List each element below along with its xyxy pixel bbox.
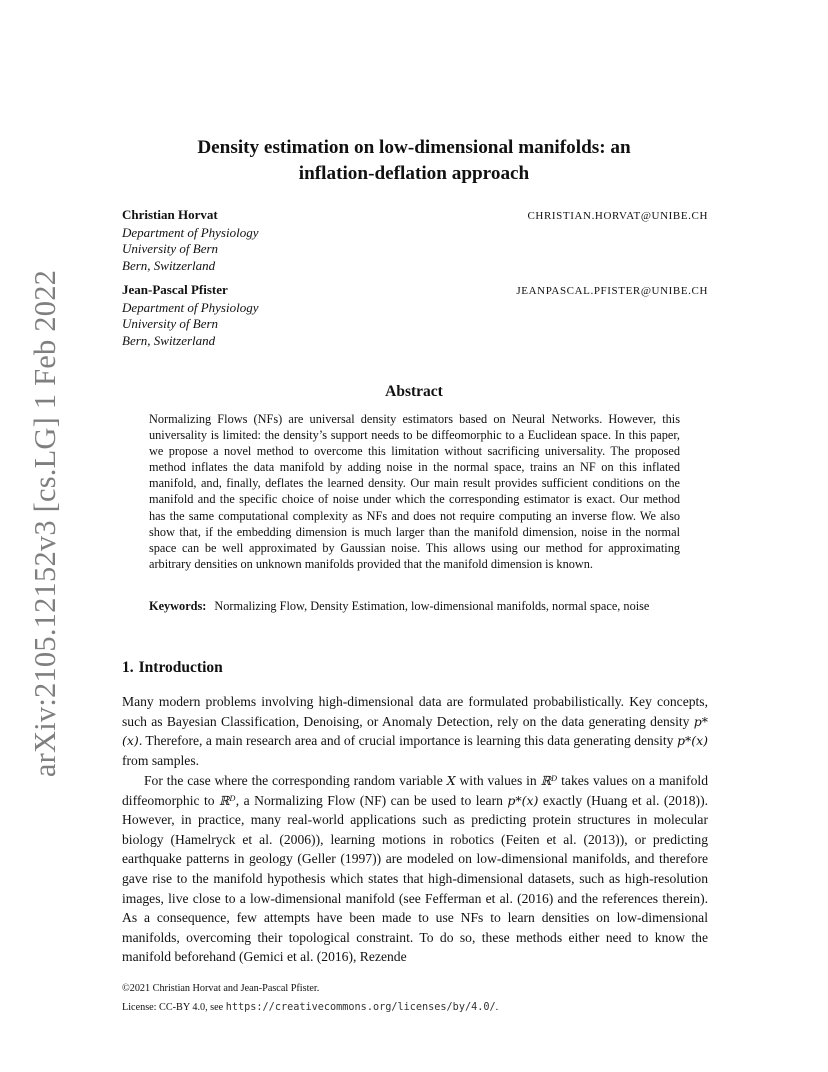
arxiv-identifier-stamp xyxy=(24,269,68,777)
intro-paragraph-2 xyxy=(122,771,708,967)
math-density: p*(x) xyxy=(507,792,539,808)
license-suffix: . xyxy=(495,1002,499,1013)
abstract-heading: Abstract xyxy=(385,383,443,400)
text-run: For the case where the corresponding random variable xyxy=(144,773,447,788)
author-name: Christian Horvat xyxy=(122,207,218,222)
section-number: 1. xyxy=(122,659,134,676)
author-location: Bern, Switzerland xyxy=(122,257,216,273)
text-run: from samples. xyxy=(122,752,200,768)
math-space: ℝᴰ xyxy=(540,773,558,788)
text-run: . Therefore, a main research area and of crucial importance is learning this data generating density xyxy=(138,733,677,749)
math-variable: X xyxy=(446,773,456,788)
keywords-text: Normalizing Flow, Density Estimation, low-dimensional manifolds, normal space, noise xyxy=(214,599,650,613)
text-run: takes values on a manifold diffeomorphic to xyxy=(122,773,708,808)
author-department: Department of Physiology xyxy=(122,299,259,315)
math-density: p*(x) xyxy=(122,713,708,749)
text-run: Many modern problems involving high-dimensional data are formulated probabilistically. Key concepts, such as Bayesian Classification, Denoising, or Anomaly Detection, rely on the data generating density xyxy=(122,694,708,729)
math-density: p*(x) xyxy=(676,733,708,749)
paper-title xyxy=(150,135,678,187)
author-email: CHRISTIAN.HORVAT@UNIBE.CH xyxy=(527,210,708,222)
text-run: with values in xyxy=(455,773,541,788)
author-university: University of Bern xyxy=(122,316,219,331)
author-location: Bern, Switzerland xyxy=(122,332,216,348)
intro-paragraph-1 xyxy=(122,692,708,770)
section-heading-introduction xyxy=(122,659,223,677)
abstract-text: Normalizing Flows (NFs) are universal density estimators based on Neural Networks. However, this universality is limited: the density’s support needs to be diffeomorphic to a Euclidean space. In this paper, we propose a novel method to overcome this limitation without sacrificing universality. The proposed method inflates the data manifold by adding noise in the normal space, trains an NF on this inflated manifold, and, finally, deflates the learned density. Our main result provides sufficient conditions on the manifold and the specific choice of noise under which the corresponding estimator is exact. Our method has the same computational complexity as NFs and does not require computing an inverse flow. We also show that, if the embedding dimension is much larger than the manifold dimension, noise in the normal space can be well approximated by Gaussian noise. This allows using our method for approximating arbitrary densities on unknown manifolds provided that the manifold dimension is known. xyxy=(149,412,680,571)
author-department: Department of Physiology xyxy=(122,224,259,240)
text-run: exactly (Huang et al. (2018)). However, in practice, many real-world applications such as predicting protein structures in molecular biology (Hamelryck et al. (2006)), learning motions in robotics (Feiten et al. (2013)), or predicting earthquake patterns in geology (Geller (1997)) are modeled on low-dimensional manifolds, and therefore gave rise to the manifold hypothesis which states that high-dimensional datasets, such as high-resolution images, live close to a low-dimensional manifold (see Fefferman et al. (2016) and the references therein). As a consequence, few attempts have been made to use NFs to learn densities on low-dimensional manifolds, overcoming their topological constraint. To do so, these methods either need to know the manifold beforehand (Gemici et al. (2016), Rezende xyxy=(122,792,709,965)
text-run: , a Normalizing Flow (NF) can be used to learn xyxy=(235,792,508,808)
section-title: Introduction xyxy=(138,659,223,676)
copyright-footnote: ©2021 Christian Horvat and Jean-Pascal Pfister. xyxy=(122,983,320,994)
license-prefix: License: CC-BY 4.0, see xyxy=(122,1002,226,1013)
arxiv-identifier-text: arXiv:2105.12152v3 [cs.LG] 1 Feb 2022 xyxy=(28,269,63,777)
author-block-1 xyxy=(122,207,708,274)
license-link[interactable]: https://creativecommons.org/licenses/by/4.0/ xyxy=(225,1002,496,1013)
author-name: Jean-Pascal Pfister xyxy=(122,282,228,297)
keywords xyxy=(149,598,680,614)
math-space: ℝᴰ xyxy=(219,792,236,808)
author-block-2 xyxy=(122,282,708,349)
keywords-label: Keywords: xyxy=(149,599,207,613)
paper-title-line-1: Density estimation on low-dimensional manifolds: an xyxy=(197,137,631,158)
license-footnote xyxy=(122,1001,498,1014)
author-email: JEANPASCAL.PFISTER@UNIBE.CH xyxy=(516,285,708,297)
paper-title-line-2: inflation-deflation approach xyxy=(298,162,530,184)
author-university: University of Bern xyxy=(122,241,219,256)
